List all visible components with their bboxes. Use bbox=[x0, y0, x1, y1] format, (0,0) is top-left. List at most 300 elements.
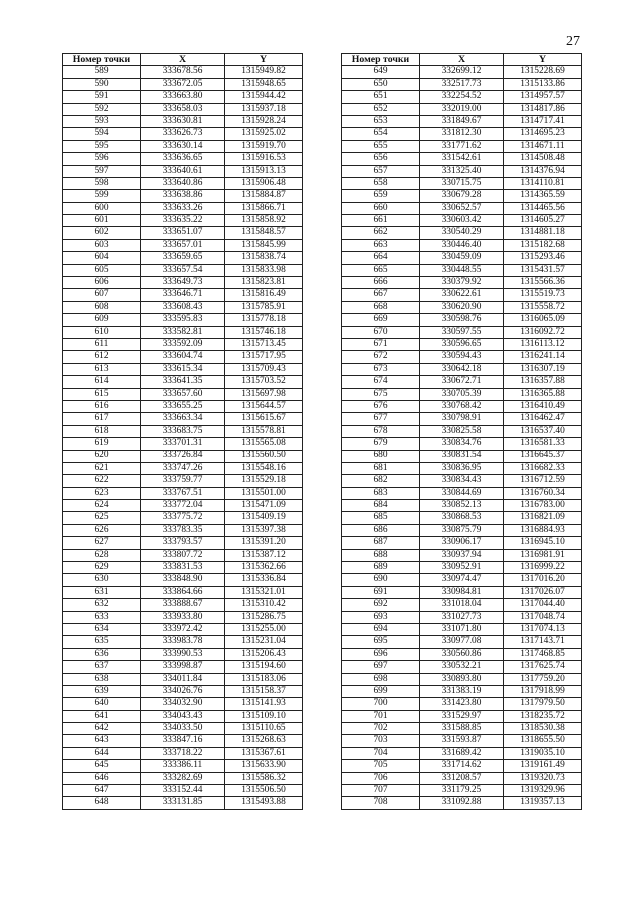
cell-y: 1315746.18 bbox=[225, 326, 303, 338]
cell-y: 1317026.07 bbox=[504, 586, 582, 598]
cell-y: 1316981.91 bbox=[504, 549, 582, 561]
cell-y: 1315336.84 bbox=[225, 574, 303, 586]
cell-y: 1317625.74 bbox=[504, 661, 582, 673]
cell-y: 1315906.48 bbox=[225, 177, 303, 189]
cell-point-number: 655 bbox=[342, 140, 420, 152]
cell-point-number: 701 bbox=[342, 710, 420, 722]
table-row bbox=[342, 351, 582, 363]
cell-x: 333640.86 bbox=[141, 177, 225, 189]
cell-point-number: 684 bbox=[342, 500, 420, 512]
table-row bbox=[342, 500, 582, 512]
cell-point-number: 606 bbox=[63, 277, 141, 289]
table-row bbox=[63, 747, 303, 759]
cell-point-number: 640 bbox=[63, 698, 141, 710]
table-row bbox=[342, 562, 582, 574]
table-row bbox=[342, 450, 582, 462]
table-row bbox=[342, 301, 582, 313]
cell-y: 1315845.99 bbox=[225, 239, 303, 251]
cell-x: 330825.58 bbox=[420, 425, 504, 437]
cell-y: 1315182.68 bbox=[504, 239, 582, 251]
table-row bbox=[63, 797, 303, 809]
cell-point-number: 663 bbox=[342, 239, 420, 251]
cell-point-number: 639 bbox=[63, 685, 141, 697]
table-row bbox=[342, 115, 582, 127]
cell-point-number: 708 bbox=[342, 797, 420, 809]
cell-y: 1319357.13 bbox=[504, 797, 582, 809]
table-row bbox=[342, 785, 582, 797]
cell-y: 1315471.09 bbox=[225, 500, 303, 512]
cell-y: 1315228.69 bbox=[504, 66, 582, 78]
table-row bbox=[342, 636, 582, 648]
cell-point-number: 689 bbox=[342, 562, 420, 574]
cell-point-number: 685 bbox=[342, 512, 420, 524]
cell-x: 333595.83 bbox=[141, 314, 225, 326]
cell-y: 1315949.82 bbox=[225, 66, 303, 78]
cell-y: 1319329.96 bbox=[504, 785, 582, 797]
cell-point-number: 596 bbox=[63, 153, 141, 165]
cell-x: 330937.94 bbox=[420, 549, 504, 561]
cell-x: 333772.04 bbox=[141, 500, 225, 512]
cell-x: 333636.65 bbox=[141, 153, 225, 165]
table-row bbox=[63, 128, 303, 140]
cell-point-number: 621 bbox=[63, 462, 141, 474]
table-row bbox=[342, 326, 582, 338]
cell-y: 1318655.50 bbox=[504, 735, 582, 747]
table-row bbox=[342, 314, 582, 326]
table-row bbox=[63, 413, 303, 425]
cell-point-number: 598 bbox=[63, 177, 141, 189]
cell-x: 331588.85 bbox=[420, 723, 504, 735]
cell-x: 332699.12 bbox=[420, 66, 504, 78]
table-row bbox=[342, 438, 582, 450]
cell-y: 1315109.10 bbox=[225, 710, 303, 722]
cell-point-number: 601 bbox=[63, 215, 141, 227]
cell-x: 330603.42 bbox=[420, 215, 504, 227]
cell-point-number: 674 bbox=[342, 376, 420, 388]
cell-y: 1316537.40 bbox=[504, 425, 582, 437]
cell-point-number: 636 bbox=[63, 648, 141, 660]
cell-y: 1317759.20 bbox=[504, 673, 582, 685]
table-row bbox=[342, 549, 582, 561]
cell-x: 333678.56 bbox=[141, 66, 225, 78]
cell-point-number: 597 bbox=[63, 165, 141, 177]
table-row bbox=[63, 425, 303, 437]
table-row bbox=[342, 413, 582, 425]
cell-y: 1315387.12 bbox=[225, 549, 303, 561]
cell-point-number: 648 bbox=[63, 797, 141, 809]
cell-y: 1316760.34 bbox=[504, 487, 582, 499]
cell-y: 1315560.50 bbox=[225, 450, 303, 462]
table-row bbox=[63, 252, 303, 264]
table-row bbox=[63, 190, 303, 202]
cell-y: 1317143.71 bbox=[504, 636, 582, 648]
cell-point-number: 673 bbox=[342, 363, 420, 375]
cell-y: 1319320.73 bbox=[504, 772, 582, 784]
cell-y: 1316945.10 bbox=[504, 537, 582, 549]
table-row bbox=[63, 177, 303, 189]
cell-point-number: 686 bbox=[342, 524, 420, 536]
cell-y: 1315431.57 bbox=[504, 264, 582, 276]
cell-point-number: 687 bbox=[342, 537, 420, 549]
cell-x: 331714.62 bbox=[420, 760, 504, 772]
cell-x: 330875.79 bbox=[420, 524, 504, 536]
cell-x: 333933.80 bbox=[141, 611, 225, 623]
cell-point-number: 660 bbox=[342, 202, 420, 214]
cell-point-number: 627 bbox=[63, 537, 141, 549]
cell-point-number: 672 bbox=[342, 351, 420, 363]
cell-y: 1316682.33 bbox=[504, 462, 582, 474]
cell-point-number: 620 bbox=[63, 450, 141, 462]
table-row bbox=[63, 215, 303, 227]
cell-point-number: 662 bbox=[342, 227, 420, 239]
table-row bbox=[342, 66, 582, 78]
cell-point-number: 670 bbox=[342, 326, 420, 338]
cell-x: 333759.77 bbox=[141, 475, 225, 487]
table-row bbox=[342, 78, 582, 90]
cell-y: 1315286.75 bbox=[225, 611, 303, 623]
table-row bbox=[63, 760, 303, 772]
cell-y: 1316092.72 bbox=[504, 326, 582, 338]
cell-point-number: 651 bbox=[342, 91, 420, 103]
cell-y: 1315778.18 bbox=[225, 314, 303, 326]
table-row bbox=[342, 623, 582, 635]
cell-x: 333775.72 bbox=[141, 512, 225, 524]
cell-x: 331542.61 bbox=[420, 153, 504, 165]
cell-x: 331071.80 bbox=[420, 623, 504, 635]
cell-y: 1315858.92 bbox=[225, 215, 303, 227]
cell-x: 333983.78 bbox=[141, 636, 225, 648]
table-row bbox=[63, 524, 303, 536]
cell-y: 1315501.00 bbox=[225, 487, 303, 499]
cell-point-number: 691 bbox=[342, 586, 420, 598]
cell-x: 333626.73 bbox=[141, 128, 225, 140]
cell-point-number: 694 bbox=[342, 623, 420, 635]
cell-x: 333635.22 bbox=[141, 215, 225, 227]
cell-point-number: 695 bbox=[342, 636, 420, 648]
cell-y: 1315293.46 bbox=[504, 252, 582, 264]
cell-x: 330768.42 bbox=[420, 400, 504, 412]
table-row bbox=[63, 599, 303, 611]
cell-x: 334033.50 bbox=[141, 723, 225, 735]
cell-x: 333657.60 bbox=[141, 388, 225, 400]
cell-x: 333848.90 bbox=[141, 574, 225, 586]
cell-point-number: 646 bbox=[63, 772, 141, 784]
cell-y: 1315848.57 bbox=[225, 227, 303, 239]
table-row bbox=[342, 723, 582, 735]
cell-y: 1316307.19 bbox=[504, 363, 582, 375]
cell-y: 1317979.50 bbox=[504, 698, 582, 710]
table-row bbox=[63, 685, 303, 697]
cell-x: 333888.67 bbox=[141, 599, 225, 611]
table-row bbox=[63, 723, 303, 735]
table-row bbox=[342, 338, 582, 350]
cell-x: 330652.57 bbox=[420, 202, 504, 214]
cell-x: 333972.42 bbox=[141, 623, 225, 635]
table-row bbox=[63, 289, 303, 301]
cell-x: 333663.80 bbox=[141, 91, 225, 103]
cell-x: 330834.43 bbox=[420, 475, 504, 487]
cell-x: 332254.52 bbox=[420, 91, 504, 103]
cell-x: 330622.61 bbox=[420, 289, 504, 301]
cell-y: 1315367.61 bbox=[225, 747, 303, 759]
cell-y: 1315493.88 bbox=[225, 797, 303, 809]
table-row bbox=[342, 673, 582, 685]
table-row bbox=[342, 153, 582, 165]
cell-x: 330620.90 bbox=[420, 301, 504, 313]
cell-y: 1315566.36 bbox=[504, 277, 582, 289]
cell-x: 333990.53 bbox=[141, 648, 225, 660]
cell-x: 330984.81 bbox=[420, 586, 504, 598]
cell-y: 1315833.98 bbox=[225, 264, 303, 276]
cell-point-number: 589 bbox=[63, 66, 141, 78]
cell-x: 333640.61 bbox=[141, 165, 225, 177]
table-row bbox=[63, 636, 303, 648]
cell-point-number: 592 bbox=[63, 103, 141, 115]
table-row bbox=[63, 351, 303, 363]
cell-point-number: 632 bbox=[63, 599, 141, 611]
cell-y: 1314605.27 bbox=[504, 215, 582, 227]
cell-point-number: 666 bbox=[342, 277, 420, 289]
cell-y: 1314695.23 bbox=[504, 128, 582, 140]
cell-x: 333657.54 bbox=[141, 264, 225, 276]
cell-y: 1315409.19 bbox=[225, 512, 303, 524]
cell-point-number: 615 bbox=[63, 388, 141, 400]
table-row bbox=[63, 623, 303, 635]
cell-point-number: 619 bbox=[63, 438, 141, 450]
cell-y: 1315823.81 bbox=[225, 277, 303, 289]
table-row bbox=[342, 661, 582, 673]
cell-x: 330893.80 bbox=[420, 673, 504, 685]
table-row bbox=[342, 425, 582, 437]
cell-y: 1315866.71 bbox=[225, 202, 303, 214]
cell-point-number: 593 bbox=[63, 115, 141, 127]
cell-x: 330798.91 bbox=[420, 413, 504, 425]
table-row bbox=[63, 574, 303, 586]
cell-y: 1316884.93 bbox=[504, 524, 582, 536]
cell-point-number: 600 bbox=[63, 202, 141, 214]
cell-point-number: 603 bbox=[63, 239, 141, 251]
cell-y: 1317048.74 bbox=[504, 611, 582, 623]
cell-x: 333767.51 bbox=[141, 487, 225, 499]
table-row bbox=[342, 190, 582, 202]
cell-y: 1314376.94 bbox=[504, 165, 582, 177]
cell-point-number: 610 bbox=[63, 326, 141, 338]
cell-x: 333604.74 bbox=[141, 351, 225, 363]
cell-x: 333641.35 bbox=[141, 376, 225, 388]
table-row bbox=[63, 698, 303, 710]
cell-point-number: 645 bbox=[63, 760, 141, 772]
cell-y: 1315838.74 bbox=[225, 252, 303, 264]
cell-point-number: 650 bbox=[342, 78, 420, 90]
cell-x: 330844.69 bbox=[420, 487, 504, 499]
table-row bbox=[63, 165, 303, 177]
cell-x: 330974.47 bbox=[420, 574, 504, 586]
cell-x: 330594.43 bbox=[420, 351, 504, 363]
cell-y: 1315391.20 bbox=[225, 537, 303, 549]
table-row bbox=[63, 103, 303, 115]
cell-point-number: 675 bbox=[342, 388, 420, 400]
cell-point-number: 647 bbox=[63, 785, 141, 797]
cell-point-number: 626 bbox=[63, 524, 141, 536]
table-row bbox=[342, 91, 582, 103]
cell-y: 1315919.70 bbox=[225, 140, 303, 152]
cell-y: 1315644.57 bbox=[225, 400, 303, 412]
table-row bbox=[342, 599, 582, 611]
cell-y: 1315884.87 bbox=[225, 190, 303, 202]
column-header-y: Y bbox=[504, 54, 582, 66]
cell-point-number: 693 bbox=[342, 611, 420, 623]
cell-y: 1315321.01 bbox=[225, 586, 303, 598]
cell-point-number: 612 bbox=[63, 351, 141, 363]
cell-point-number: 661 bbox=[342, 215, 420, 227]
cell-x: 331849.67 bbox=[420, 115, 504, 127]
cell-x: 331812.30 bbox=[420, 128, 504, 140]
cell-x: 333663.34 bbox=[141, 413, 225, 425]
column-header-y: Y bbox=[225, 54, 303, 66]
cell-point-number: 608 bbox=[63, 301, 141, 313]
cell-y: 1316241.14 bbox=[504, 351, 582, 363]
coordinates-table-left-body bbox=[63, 66, 303, 809]
cell-y: 1315709.43 bbox=[225, 363, 303, 375]
cell-y: 1315916.53 bbox=[225, 153, 303, 165]
table-row bbox=[63, 400, 303, 412]
cell-y: 1314881.18 bbox=[504, 227, 582, 239]
cell-y: 1317468.85 bbox=[504, 648, 582, 660]
cell-y: 1315816.49 bbox=[225, 289, 303, 301]
cell-point-number: 618 bbox=[63, 425, 141, 437]
cell-x: 334011.84 bbox=[141, 673, 225, 685]
page-number: 27 bbox=[566, 34, 580, 49]
cell-y: 1315268.63 bbox=[225, 735, 303, 747]
table-row bbox=[342, 215, 582, 227]
table-row bbox=[63, 314, 303, 326]
cell-x: 331092.88 bbox=[420, 797, 504, 809]
table-row bbox=[63, 91, 303, 103]
cell-y: 1315548.16 bbox=[225, 462, 303, 474]
cell-x: 333638.86 bbox=[141, 190, 225, 202]
table-row bbox=[342, 128, 582, 140]
table-row bbox=[342, 611, 582, 623]
cell-point-number: 679 bbox=[342, 438, 420, 450]
cell-y: 1315717.95 bbox=[225, 351, 303, 363]
cell-x: 330560.86 bbox=[420, 648, 504, 660]
cell-point-number: 643 bbox=[63, 735, 141, 747]
cell-y: 1315519.73 bbox=[504, 289, 582, 301]
table-row bbox=[63, 115, 303, 127]
table-row bbox=[342, 252, 582, 264]
cell-y: 1316581.33 bbox=[504, 438, 582, 450]
cell-x: 330596.65 bbox=[420, 338, 504, 350]
table-row bbox=[342, 239, 582, 251]
cell-x: 333701.31 bbox=[141, 438, 225, 450]
cell-x: 333630.81 bbox=[141, 115, 225, 127]
cell-x: 331593.87 bbox=[420, 735, 504, 747]
cell-x: 333651.07 bbox=[141, 227, 225, 239]
cell-point-number: 698 bbox=[342, 673, 420, 685]
table-row bbox=[63, 500, 303, 512]
cell-x: 330834.76 bbox=[420, 438, 504, 450]
cell-y: 1316783.00 bbox=[504, 500, 582, 512]
cell-y: 1316410.49 bbox=[504, 400, 582, 412]
table-row bbox=[342, 698, 582, 710]
cell-point-number: 637 bbox=[63, 661, 141, 673]
cell-point-number: 634 bbox=[63, 623, 141, 635]
table-header-row bbox=[342, 54, 582, 66]
cell-point-number: 604 bbox=[63, 252, 141, 264]
table-row bbox=[63, 388, 303, 400]
cell-point-number: 629 bbox=[63, 562, 141, 574]
cell-x: 330459.09 bbox=[420, 252, 504, 264]
cell-point-number: 688 bbox=[342, 549, 420, 561]
cell-x: 333847.16 bbox=[141, 735, 225, 747]
cell-point-number: 658 bbox=[342, 177, 420, 189]
cell-y: 1318530.38 bbox=[504, 723, 582, 735]
cell-x: 333131.85 bbox=[141, 797, 225, 809]
cell-y: 1314957.57 bbox=[504, 91, 582, 103]
table-row bbox=[63, 227, 303, 239]
table-row bbox=[342, 512, 582, 524]
table-row bbox=[63, 537, 303, 549]
table-row bbox=[342, 797, 582, 809]
cell-x: 333807.72 bbox=[141, 549, 225, 561]
table-row bbox=[342, 487, 582, 499]
cell-point-number: 616 bbox=[63, 400, 141, 412]
cell-x: 333998.87 bbox=[141, 661, 225, 673]
cell-point-number: 681 bbox=[342, 462, 420, 474]
cell-y: 1316065.09 bbox=[504, 314, 582, 326]
cell-y: 1319161.49 bbox=[504, 760, 582, 772]
cell-y: 1316113.12 bbox=[504, 338, 582, 350]
cell-x: 330906.17 bbox=[420, 537, 504, 549]
cell-point-number: 706 bbox=[342, 772, 420, 784]
cell-point-number: 599 bbox=[63, 190, 141, 202]
table-row bbox=[342, 537, 582, 549]
cell-point-number: 614 bbox=[63, 376, 141, 388]
cell-y: 1314365.59 bbox=[504, 190, 582, 202]
cell-point-number: 594 bbox=[63, 128, 141, 140]
cell-x: 333386.11 bbox=[141, 760, 225, 772]
cell-x: 333783.35 bbox=[141, 524, 225, 536]
cell-point-number: 641 bbox=[63, 710, 141, 722]
cell-x: 331027.73 bbox=[420, 611, 504, 623]
cell-x: 330715.75 bbox=[420, 177, 504, 189]
cell-y: 1316365.88 bbox=[504, 388, 582, 400]
table-row bbox=[63, 153, 303, 165]
cell-y: 1315310.42 bbox=[225, 599, 303, 611]
table-row bbox=[63, 735, 303, 747]
cell-x: 330540.29 bbox=[420, 227, 504, 239]
cell-point-number: 667 bbox=[342, 289, 420, 301]
cell-point-number: 700 bbox=[342, 698, 420, 710]
cell-x: 333592.09 bbox=[141, 338, 225, 350]
table-row bbox=[63, 772, 303, 784]
cell-x: 332517.73 bbox=[420, 78, 504, 90]
cell-point-number: 676 bbox=[342, 400, 420, 412]
cell-y: 1316462.47 bbox=[504, 413, 582, 425]
table-row bbox=[342, 177, 582, 189]
coordinates-table-left bbox=[62, 53, 303, 810]
cell-point-number: 703 bbox=[342, 735, 420, 747]
cell-x: 331771.62 bbox=[420, 140, 504, 152]
cell-y: 1315255.00 bbox=[225, 623, 303, 635]
table-header-row bbox=[63, 54, 303, 66]
cell-point-number: 652 bbox=[342, 103, 420, 115]
table-row bbox=[63, 326, 303, 338]
cell-x: 330831.54 bbox=[420, 450, 504, 462]
cell-point-number: 591 bbox=[63, 91, 141, 103]
cell-y: 1315944.42 bbox=[225, 91, 303, 103]
cell-y: 1316999.22 bbox=[504, 562, 582, 574]
